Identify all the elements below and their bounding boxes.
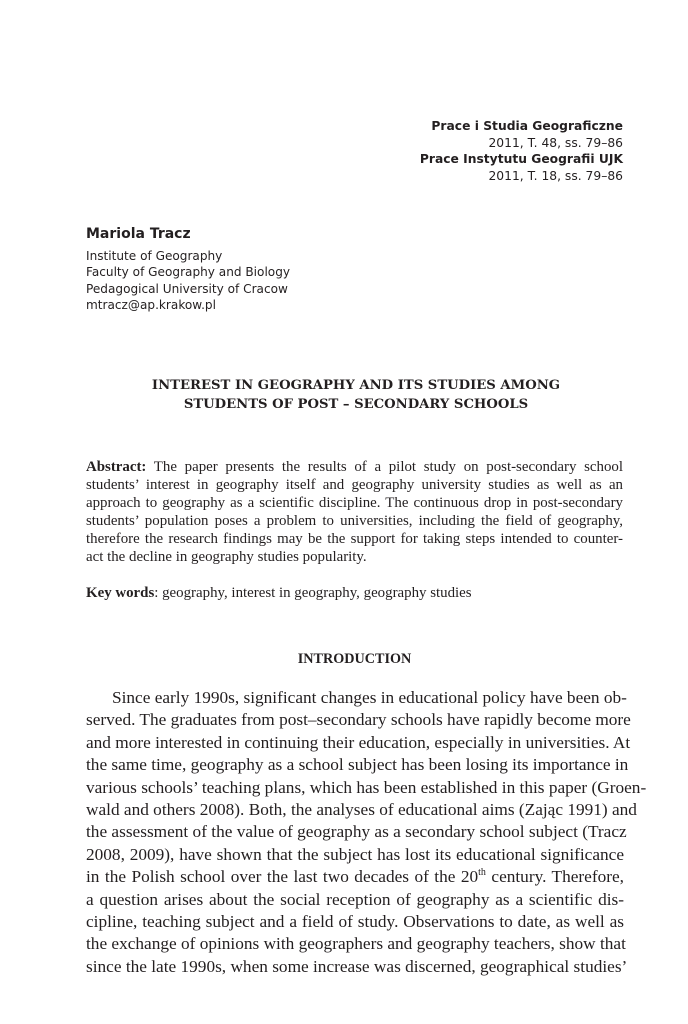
keywords-label: Key words <box>86 585 155 601</box>
paper-title-line: INTEREST IN GEOGRAPHY AND ITS STUDIES AMONG <box>151 378 561 393</box>
abstract <box>86 458 623 566</box>
abstract-line: students’ population poses a problem to universities, including the field of geography, <box>86 513 623 529</box>
body-line: served. The graduates from post–secondary schools have rapidly become more <box>86 710 631 730</box>
keywords <box>86 584 623 602</box>
journal-reference-1: 2011, T. 48, ss. 79–86 <box>488 135 623 150</box>
body-line: various schools’ teaching plans, which has been established in this paper (Groen- <box>86 777 647 797</box>
abstract-line <box>86 458 623 476</box>
body-text-part: in the Polish school over the last two decades of the 20 <box>86 867 479 887</box>
body-line: and more interested in continuing their education, especially in universities. At <box>86 732 631 752</box>
body-line <box>86 866 624 888</box>
abstract-line: students’ interest in geography itself and geography university studies as well as an <box>86 477 623 493</box>
body-line: cipline, teaching subject and a field of study. Observations to date, as well as <box>86 912 624 932</box>
abstract-line: act the decline in geography studies popularity. <box>86 549 367 565</box>
body-line: 2008, 2009), have shown that the subject has lost its educational significance <box>86 844 624 864</box>
author-email: mtracz@ap.krakow.pl <box>86 298 216 313</box>
body-line: the same time, geography as a school subject has been losing its importance in <box>86 755 629 775</box>
abstract-text: The paper presents the results of a pilot study on post-secondary school <box>146 459 623 475</box>
body-line: wald and others 2008). Both, the analyses of educational aims (Zając 1991) and <box>86 800 637 820</box>
body-line: the assessment of the value of geography as a secondary school subject (Tracz <box>86 822 627 842</box>
body-line: since the late 1990s, when some increase was discerned, geographical studies’ <box>86 956 628 976</box>
affiliation-university: Pedagogical University of Cracow <box>86 281 288 296</box>
abstract-line: approach to geography as a scientific discipline. The continuous drop in post-secondary <box>86 495 623 511</box>
affiliation-faculty: Faculty of Geography and Biology <box>86 265 291 280</box>
section-heading: INTRODUCTION <box>297 651 412 667</box>
body-text <box>86 687 647 978</box>
affiliation-institute: Institute of Geography <box>86 249 223 263</box>
journal-reference-2: 2011, T. 18, ss. 79–86 <box>488 168 623 183</box>
keywords-text: : geography, interest in geography, geography studies <box>154 585 472 601</box>
abstract-label: Abstract: <box>86 459 147 475</box>
author-block <box>86 224 290 314</box>
ordinal-superscript: th <box>478 867 486 879</box>
journal-title-2: Prace Instytutu Geografii UJK <box>419 152 623 166</box>
journal-header <box>420 118 623 184</box>
paper-title <box>86 376 626 414</box>
body-line: a question arises about the social reception of geography as a scientific dis- <box>86 889 624 909</box>
journal-title-1: Prace i Studia Geograficzne <box>431 119 623 133</box>
author-name: Mariola Tracz <box>86 226 191 242</box>
abstract-line: therefore the research findings may be the support for taking steps intended to counter- <box>86 531 623 547</box>
body-line: the exchange of opinions with geographers and geography teachers, show that <box>86 934 626 954</box>
paper-title-line: STUDENTS OF POST – SECONDARY SCHOOLS <box>183 397 529 412</box>
body-line: Since early 1990s, significant changes in educational policy have been ob- <box>112 688 627 707</box>
body-text-part: century. Therefore, <box>485 867 624 887</box>
